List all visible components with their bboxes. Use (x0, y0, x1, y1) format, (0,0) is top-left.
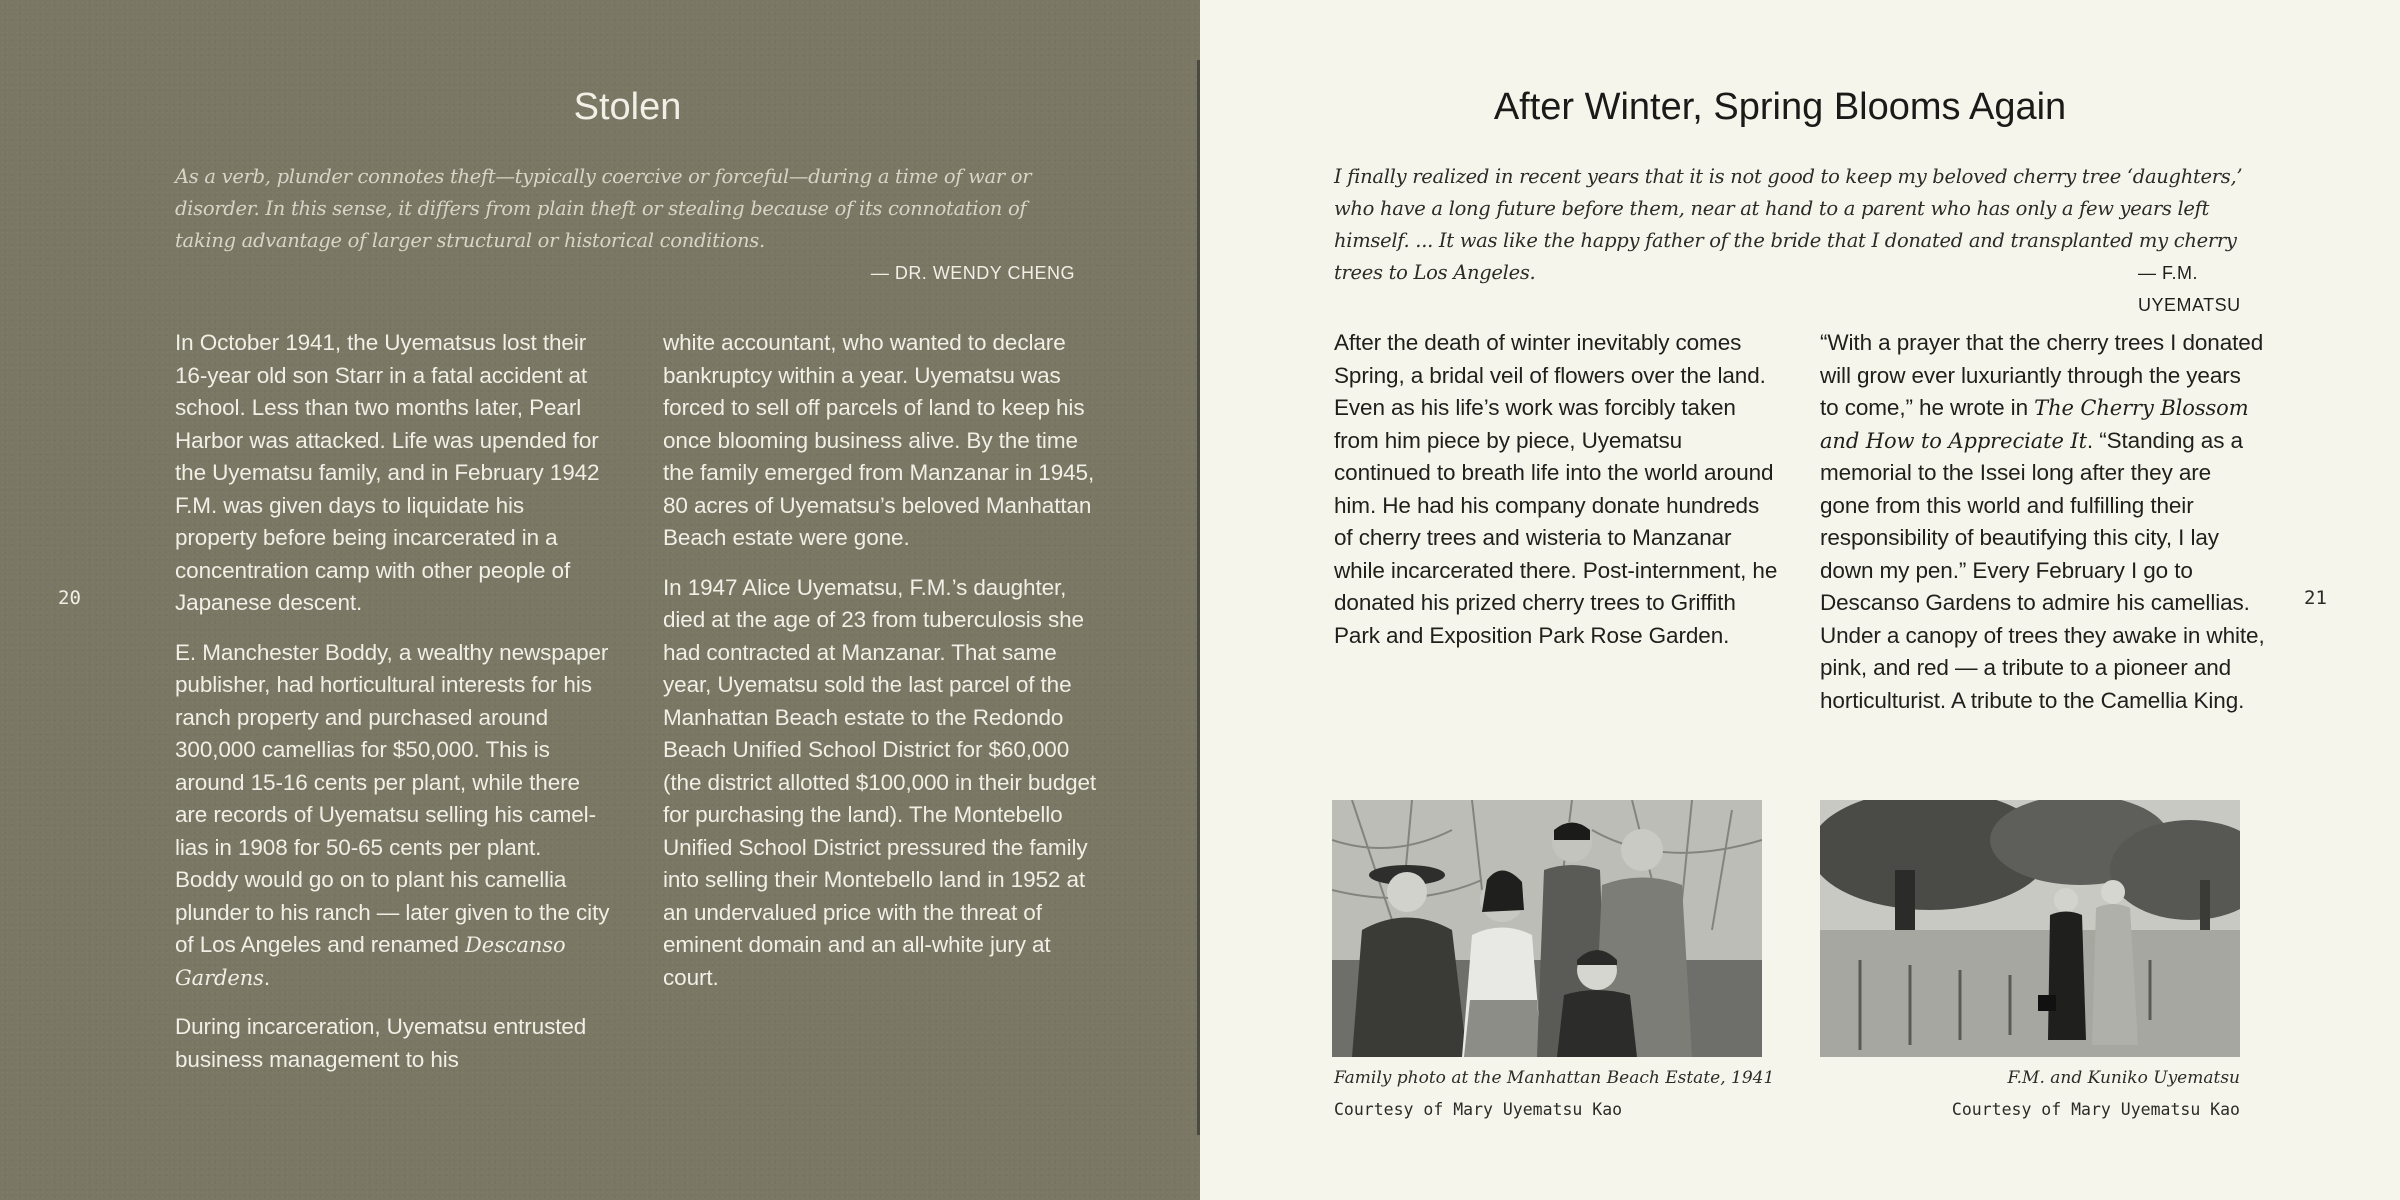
paragraph: During incarceration, Uyematsu entrusted business management to his (175, 1014, 587, 1072)
page-title: Stolen (573, 86, 682, 128)
family-photo (1332, 800, 1762, 1057)
photo-caption: Family photo at the Manhattan Beach Estate, 1941 (1334, 1068, 1775, 1088)
body-column-2 (663, 327, 1108, 1011)
body-column-1 (175, 327, 610, 1093)
family-photo-image (1332, 800, 1762, 1057)
paragraph (175, 637, 610, 995)
paragraph: In 1947 Alice Uyematsu, F.M.’s daughter, died at the age of 23 from tuberculosis she had contracted at Manzanar. That same year, Uyematsu sold the last parcel of the Manhattan Beach estate to the Redondo Beach Unified School District for $60,000 (the district allotted $100,000 in their budget for purchasing the land). The Montebello Unified School District pressured the family into selling their Montebello land in 1952 at an undervalued price with the threat of eminent domain and an all-white jury at court. (663, 574, 1097, 990)
paragraph-text: “With a prayer that the cherry trees I donated will grow ever luxuriantly through the years to come,” he wrote in (1820, 330, 2264, 420)
photo-credit: Courtesy of Mary Uyematsu Kao (1951, 1100, 2240, 1119)
paragraph-text: . (263, 964, 270, 990)
paragraph: After the death of winter inevitably comes Spring, a bridal veil of flowers over the land. Even as his life’s work was forcibly taken from him piece by piece, Uyematsu continued to breath life into the world around him. He had his company donate hundreds of cherry trees and wisteria to Manzanar while incarcerated there. Post-internment, he donated his prized cherry trees to Griffith Park and Exposition Park Rose Garden. (1334, 330, 1778, 648)
paragraph-text: . “Standing as a memorial to the Issei long after they are gone from this world and fulfilling their responsibility of beautifying this city, I lay down my pen.” Every February I go to Descanso Gardens to admire his camellias. Under a canopy of trees they awake in white, pink, and red — a tribute to a pioneer and horticulturist. A tribute to the Camellia King. (1820, 427, 2265, 713)
book-title: The Cherry Blossom and How to Appreciate It (1820, 396, 2249, 453)
garden-name: Descanso Gardens (175, 933, 566, 990)
right-page (1200, 0, 2400, 1200)
page-number: 20 (58, 587, 81, 609)
body-column-2 (1820, 327, 2265, 734)
epigraph-attribution: — DR. WENDY CHENG (870, 263, 1075, 283)
body-column-1 (1334, 327, 1779, 669)
photo-credit: Courtesy of Mary Uyematsu Kao (1334, 1100, 1623, 1119)
page-number: 21 (2304, 587, 2327, 609)
epigraph-attribution: — F.M. UYEMATSU (2138, 263, 2241, 315)
couple-photo (1820, 800, 2240, 1057)
epigraph-quote (175, 161, 1080, 289)
couple-photo-image (1820, 800, 2240, 1057)
epigraph-text: I finally realized in recent years that it is not good to keep my beloved cherry tree ‘daughters,’ who have a long future before them, near at hand to a parent who has only a few years left himself. ... It was like the happy father of the bride that I donated and transplanted my cherry trees to Los Angeles. (1334, 165, 2243, 284)
paragraph: In October 1941, the Uyematsus lost their 16-year old son Starr in a fatal accident at school. Less than two months later, Pearl Harbor was attacked. Life was upended for the Uyematsu family, and in February 1942 F.M. was given days to liquidate his property before being incarcerated in a concentration camp with other people of Japanese descent. (175, 330, 600, 615)
epigraph-quote (1334, 161, 2244, 315)
paragraph (1820, 327, 2265, 717)
epigraph-text: As a verb, plunder connotes theft—typically coercive or forceful—during a time of war or disorder. In this sense, it differs from plain theft or stealing because of its connotation of taking advantage of larger structural or historical conditions. (175, 165, 1032, 252)
page-title: After Winter, Spring Blooms Again (1493, 86, 2067, 128)
paragraph-text: E. Manchester Boddy, a wealthy newspaper publisher, had horticultural interests for his ranch property and purchased around 300,000 camellias for $50,000. This is around 15-16 cents per plant, while there are records of Uyematsu selling his camellias in 1908 for 50-65 cents per plant. Boddy would go on to plant his camellia plunder to his ranch — later given to the city of Los Angeles and renamed (175, 639, 610, 957)
paragraph: white accountant, who wanted to declare bankruptcy within a year. Uyematsu was forced to sell off parcels of land to keep his once blooming business alive. By the time the family emerged from Manzanar in 1945, 80 acres of Uyematsu’s beloved Manhattan Beach estate were gone. (663, 330, 1095, 550)
photo-caption: F.M. and Kuniko Uyematsu (2007, 1068, 2240, 1088)
